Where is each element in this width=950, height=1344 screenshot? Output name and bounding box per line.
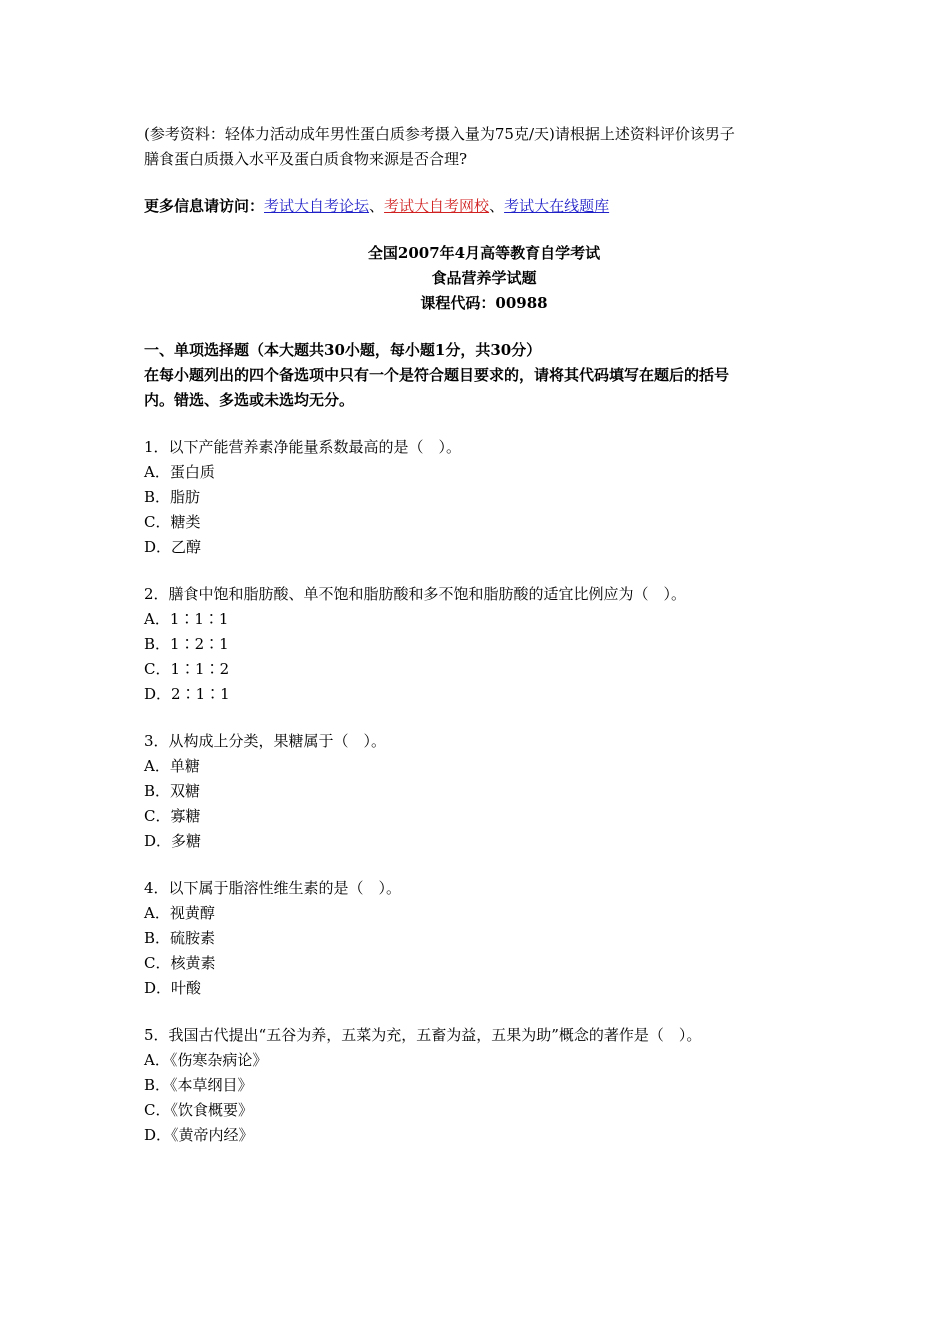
more-info-row (144, 194, 824, 219)
section-instruction-1: 在每小题列出的四个备选项中只有一个是符合题目要求的，请将其代码填写在题后的括号 (144, 366, 730, 384)
option-c: C．糖类 (144, 513, 201, 531)
question-5 (144, 1023, 824, 1148)
question-1 (144, 435, 824, 560)
intro-line-2: 膳食蛋白质摄入水平及蛋白质食物来源是否合理? (144, 150, 468, 168)
option-b: B．《本草纲目》 (144, 1076, 253, 1094)
section-instruction-2: 内。错选、多选或未选均无分。 (144, 391, 355, 409)
option-b: B．1∶2∶1 (144, 635, 229, 653)
option-d: D．2∶1∶1 (144, 685, 230, 703)
forum-link[interactable]: 考试大自考论坛 (264, 197, 370, 215)
question-stem: 2．膳食中饱和脂肪酸、单不饱和脂肪酸和多不饱和脂肪酸的适宜比例应为（ ）。 (144, 585, 687, 603)
question-stem: 4．以下属于脂溶性维生素的是（ ）。 (144, 879, 402, 897)
option-b: B．硫胺素 (144, 929, 216, 947)
option-d: D．《黄帝内经》 (144, 1126, 254, 1144)
intro-line-1: (参考资料：轻体力活动成年男性蛋白质参考摄入量为75克/天)请根据上述资料评价该男子 (144, 125, 735, 143)
option-c: C．1∶1∶2 (144, 660, 230, 678)
question-stem: 3．从构成上分类，果糖属于（ ）。 (144, 732, 387, 750)
online-school-link[interactable]: 考试大自考网校 (384, 197, 490, 215)
question-stem: 1．以下产能营养素净能量系数最高的是（ ）。 (144, 438, 462, 456)
exam-subject: 食品营养学试题 (431, 269, 537, 287)
option-a: A．单糖 (144, 757, 200, 775)
exam-title: 全国2007年4月高等教育自学考试 (367, 244, 601, 262)
more-info-label: 更多信息请访问： (144, 197, 265, 215)
link-separator: 、 (489, 197, 505, 215)
option-b: B．双糖 (144, 782, 201, 800)
option-a: A．视黄醇 (144, 904, 215, 922)
question-2 (144, 582, 824, 707)
option-d: D．多糖 (144, 832, 202, 850)
question-3 (144, 729, 824, 854)
course-code: 课程代码：00988 (420, 294, 548, 312)
option-d: D．乙醇 (144, 538, 202, 556)
option-c: C．核黄素 (144, 954, 216, 972)
option-c: C．《饮食概要》 (144, 1101, 253, 1119)
document-page (144, 122, 824, 1148)
option-a: A．蛋白质 (144, 463, 215, 481)
question-4 (144, 876, 824, 1001)
option-a: A．《伤寒杂病论》 (144, 1051, 268, 1069)
option-d: D．叶酸 (144, 979, 202, 997)
option-b: B．脂肪 (144, 488, 201, 506)
question-bank-link[interactable]: 考试大在线题库 (504, 197, 610, 215)
option-a: A．1∶1∶1 (144, 610, 229, 628)
link-separator: 、 (369, 197, 385, 215)
section-heading: 一、单项选择题（本大题共30小题，每小题1分，共30分） (144, 341, 542, 359)
question-stem: 5．我国古代提出“五谷为养，五菜为充，五畜为益，五果为助”概念的著作是（ ）。 (144, 1026, 702, 1044)
option-c: C．寡糖 (144, 807, 201, 825)
